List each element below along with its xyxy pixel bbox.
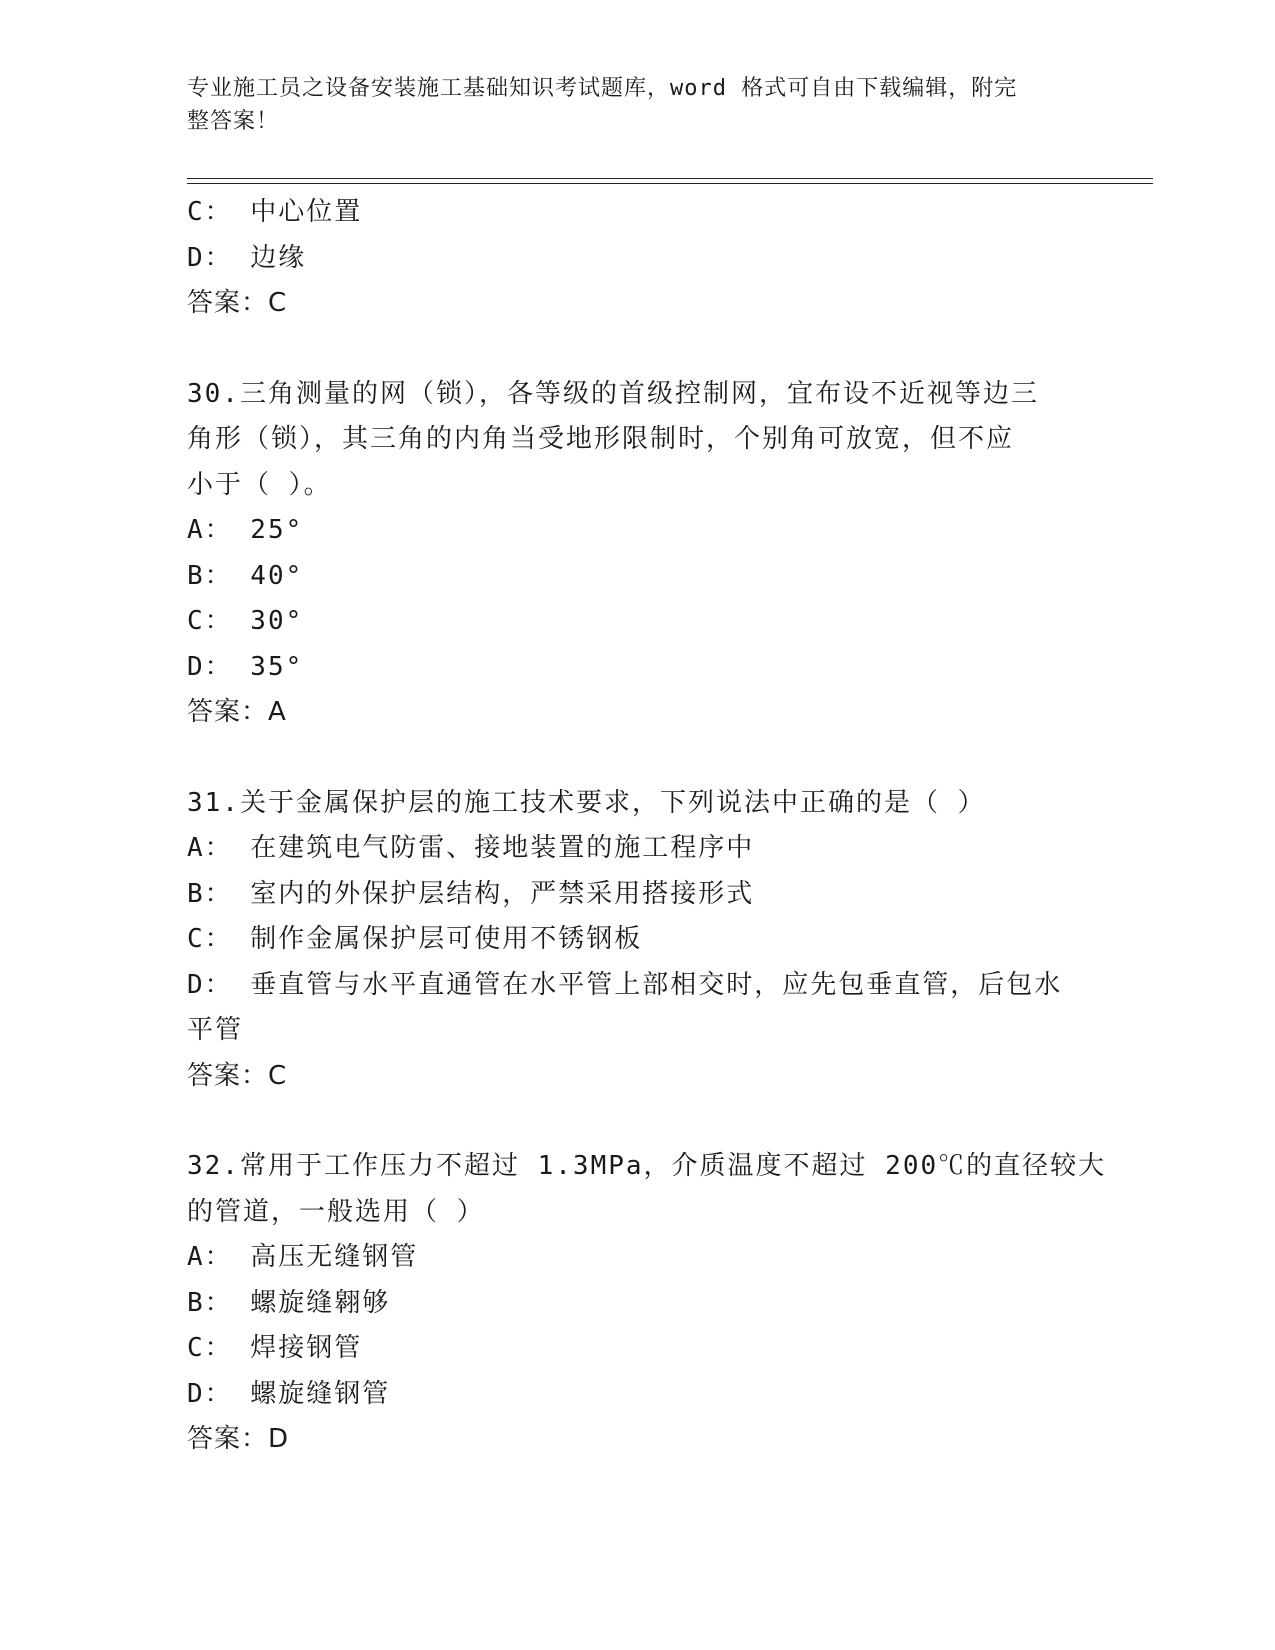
option-a: A： 在建筑电气防雷、接地装置的施工程序中 [187,833,755,863]
header-line-1: 专业施工员之设备安装施工基础知识考试题库，word 格式可自由下载编辑，附完 [187,76,1018,101]
question-stem-line: 的管道，一般选用（ ） [187,1196,485,1227]
option-c: C： 焊接钢管 [187,1333,363,1363]
answer-line: 答案：D [187,1424,290,1454]
option-a: A： 25° [187,515,304,545]
header-divider-bottom [187,183,1153,184]
header-divider-top [187,178,1153,179]
option-d-continuation: 平管 [187,1015,244,1045]
header-line-2: 整答案！ [187,109,280,134]
question-stem-line: 30.三角测量的网（锁），各等级的首级控制网，宜布设不近视等边三 [187,378,1039,409]
question-32 [187,1144,1107,1463]
document-body [187,190,1107,1463]
spacer [187,1099,1087,1144]
question-31 [187,781,1087,1100]
answer-line: 答案：C [187,1060,288,1091]
document-header [187,72,1067,138]
option-c: C： 中心位置 [187,197,363,227]
option-d: D： 边缘 [187,242,307,273]
spacer [187,736,1087,781]
option-b: B： 室内的外保护层结构，严禁采用搭接形式 [187,878,755,909]
option-d: D： 螺旋缝钢管 [187,1378,391,1409]
option-c: C： 制作金属保护层可使用不锈钢板 [187,924,643,954]
option-a: A： 高压无缝钢管 [187,1242,419,1272]
question-stem-line: 31.关于金属保护层的施工技术要求，下列说法中正确的是（ ） [187,787,986,818]
answer-line: 答案：C [187,288,288,318]
answer-line: 答案：A [187,697,287,727]
option-b: B： 螺旋缝翱够 [187,1287,391,1318]
question-29-tail [187,190,1087,327]
option-b: B： 40° [187,560,304,591]
option-c: C： 30° [187,606,304,636]
question-stem-line: 角形（锁），其三角的内角当受地形限制时，个别角可放宽，但不应 [187,424,1015,454]
option-d: D： 35° [187,651,304,682]
question-30 [187,372,1087,736]
option-d: D： 垂直管与水平直通管在水平管上部相交时，应先包垂直管，后包水 [187,969,1063,1000]
question-stem-line: 32.常用于工作压力不超过 1.3MPa，介质温度不超过 200℃的直径较大 [187,1151,1107,1181]
spacer [187,327,1087,372]
question-stem-line: 小于（ ）。 [187,469,332,500]
